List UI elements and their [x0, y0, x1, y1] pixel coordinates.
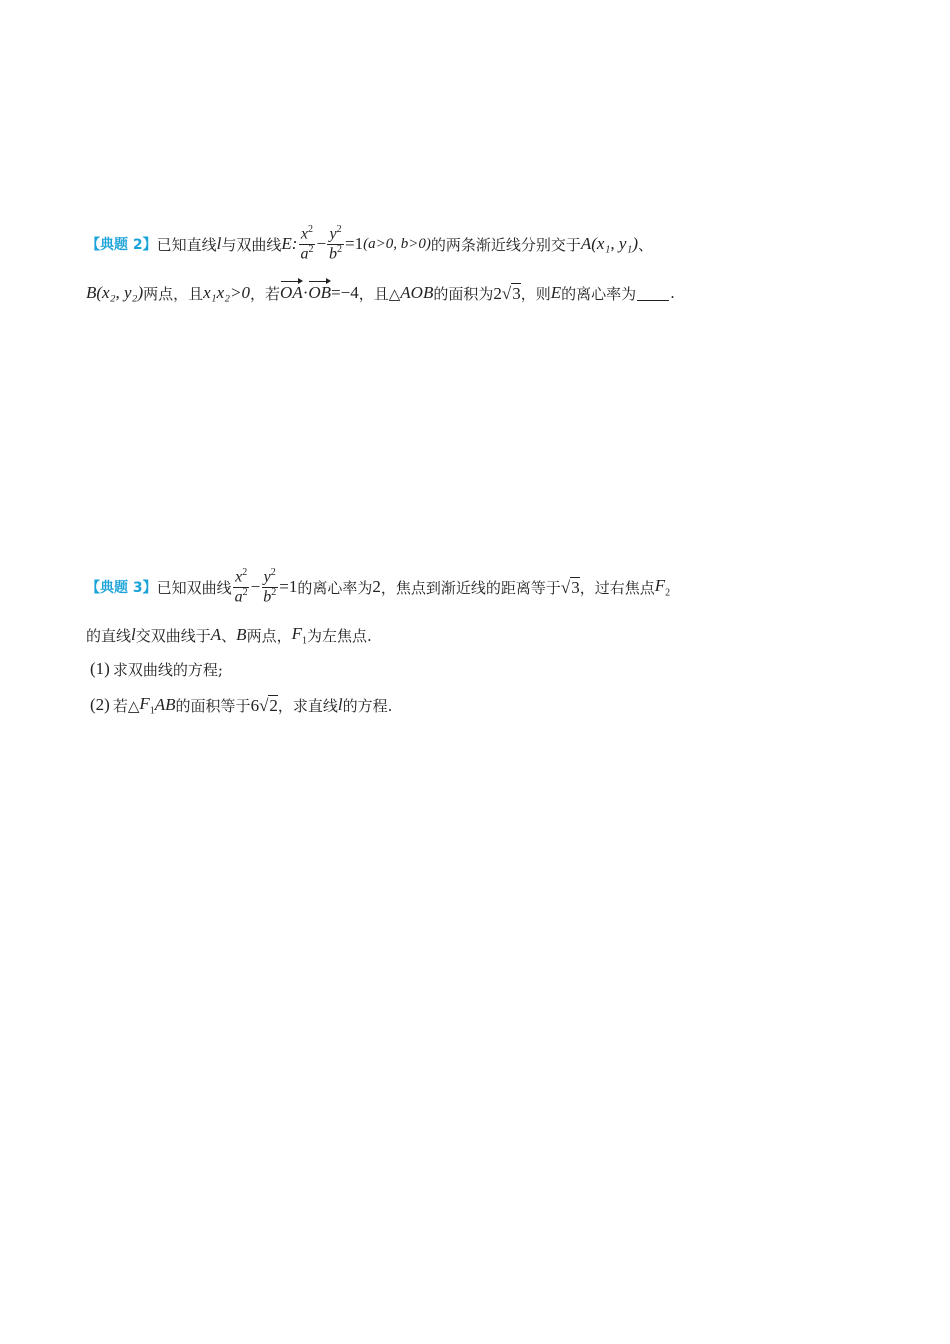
p3-q1-num: (1): [90, 659, 110, 678]
problem2-line2: [86, 278, 675, 308]
p2-point-b: B(x₂, y₂): [86, 283, 144, 302]
p3-focus-text: ，过右焦点: [579, 578, 655, 597]
p2-point-a: A(x₁, y₁): [580, 234, 638, 253]
p3-q2-c: ，求直线: [277, 696, 338, 715]
p3-ecc-text: 的离心率为: [297, 578, 373, 597]
p2-E: E:: [281, 234, 298, 253]
p3-B: B: [236, 625, 247, 644]
p2-cond: (a>0, b>0): [363, 235, 431, 252]
problem3-line1: [86, 561, 670, 613]
p2-and-text: ，且△: [358, 284, 401, 303]
p2-ecc-text: 的离心率为: [561, 284, 637, 303]
p3-l: l: [131, 625, 136, 644]
sqrt-icon: √: [560, 577, 571, 597]
p2-with-hyperbola: 与双曲线: [221, 235, 282, 254]
p2-minus: −: [316, 234, 327, 253]
p3-dist-text: ，焦点到渐近线的距离等于: [380, 578, 561, 597]
p2-E2: E: [550, 283, 562, 302]
p2-dot: ·: [302, 283, 309, 302]
p3-F1: $F_1$: [291, 623, 307, 647]
p3-q2-a: 若△: [112, 696, 140, 715]
p3-q2-F1: $F_1$: [139, 693, 155, 717]
p2-comma: 、: [638, 235, 654, 254]
p3-sep: 、: [221, 626, 237, 645]
p2-eq-val: =−4: [331, 283, 359, 302]
p3-q2-area: 6 √ 2: [250, 695, 278, 715]
p2-aob: AOB: [400, 283, 434, 302]
p3-ecc-val: 2: [372, 577, 381, 596]
p2-then-text: ，则: [520, 284, 551, 303]
p3-eq-one: =1: [279, 577, 298, 596]
p3-q2-num: (2): [90, 695, 110, 714]
p3-line2-a: 的直线: [86, 626, 132, 645]
problem3-q1: [90, 655, 223, 683]
p2-x1x2: x₁x₂>0: [203, 283, 251, 302]
p2-area-value: 2 √ 3: [493, 283, 521, 303]
p2-vec-ob: OB: [308, 283, 332, 302]
problem2-line1: [86, 218, 653, 270]
p3-minus: −: [250, 577, 261, 596]
p3-q2-AB: AB: [154, 695, 176, 714]
problem3-q2: [90, 690, 392, 720]
p3-F2: $F_2$: [654, 575, 671, 599]
p3-frac-y: $\frac{y^2}{b^2}$: [263, 567, 277, 605]
p2-if-text: ，若: [250, 284, 281, 303]
p3-q1-text: 求双曲线的方程;: [112, 660, 223, 679]
p3-dist-value: √ 3: [560, 577, 580, 597]
p3-intro: 已知双曲线: [156, 578, 232, 597]
p2-intersect-text: 的两条渐近线分别交于: [430, 235, 581, 254]
p2-frac-y: $\frac{y^2}{b^2}$: [329, 224, 343, 262]
p2-line-l: l: [216, 234, 222, 253]
p3-q2-b: 的面积等于: [175, 696, 251, 715]
p2-intro: 已知直线: [156, 235, 217, 254]
p3-A: A: [210, 625, 222, 644]
sqrt-icon: √: [259, 695, 269, 715]
p3-frac-x: $\frac{x^2}{a^2}$: [234, 567, 248, 605]
p3-line2-d: 为左焦点.: [306, 626, 372, 645]
problem3-tag: 【典题 3】: [86, 580, 157, 596]
p2-answer-blank[interactable]: [637, 286, 669, 301]
p2-eq-one: =1: [345, 234, 364, 253]
sqrt-icon: √: [501, 283, 512, 303]
p2-two-points: 两点，且: [143, 284, 204, 303]
p2-vec-oa: OA: [280, 283, 303, 302]
p2-frac-x: $\frac{x^2}{a^2}$: [300, 224, 314, 262]
p2-period: .: [670, 284, 675, 302]
p3-line2-b: 交双曲线于: [135, 626, 211, 645]
problem3-line2: [86, 621, 372, 649]
p3-q2-d: 的方程.: [342, 696, 393, 715]
p3-line2-c: 两点，: [246, 626, 292, 645]
p3-q2-l: l: [337, 695, 343, 714]
p2-area-text: 的面积为: [433, 284, 494, 303]
problem2-tag: 【典题 2】: [86, 237, 157, 253]
